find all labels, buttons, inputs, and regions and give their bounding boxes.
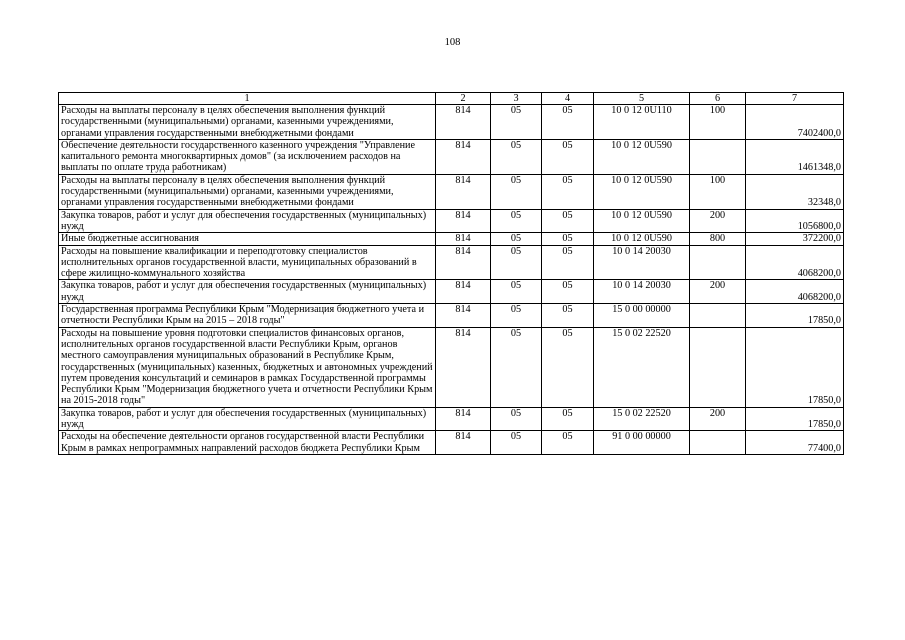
cell-target-article: 10 0 12 0U590 [594, 233, 690, 245]
cell-description: Закупка товаров, работ и услуг для обеспечения государственных (муниципальных) нужд [59, 280, 436, 304]
cell-amount: 77400,0 [746, 431, 844, 455]
cell-subsection-code: 05 [542, 327, 594, 407]
cell-section-code: 05 [491, 431, 542, 455]
cell-target-article: 91 0 00 00000 [594, 431, 690, 455]
table-row [59, 327, 844, 407]
header-cell-target-article: 5 [594, 93, 690, 105]
table-row [59, 245, 844, 280]
cell-ministry-code: 814 [436, 105, 491, 140]
cell-amount: 17850,0 [746, 407, 844, 431]
cell-expense-type: 100 [690, 174, 746, 209]
table-row [59, 280, 844, 304]
cell-target-article: 10 0 12 0U590 [594, 174, 690, 209]
cell-subsection-code: 05 [542, 245, 594, 280]
cell-expense-type: 100 [690, 105, 746, 140]
header-cell-description: 1 [59, 93, 436, 105]
cell-expense-type: 200 [690, 280, 746, 304]
cell-section-code: 05 [491, 174, 542, 209]
cell-ministry-code: 814 [436, 280, 491, 304]
cell-amount: 32348,0 [746, 174, 844, 209]
cell-expense-type [690, 139, 746, 174]
table-row [59, 105, 844, 140]
cell-amount: 4068200,0 [746, 245, 844, 280]
cell-section-code: 05 [491, 280, 542, 304]
cell-amount: 7402400,0 [746, 105, 844, 140]
cell-description: Расходы на повышение квалификации и переподготовку специалистов исполнительных органов государственной власти, муниципальных образований в сфере жилищно-коммунального хозяйства [59, 245, 436, 280]
header-cell-section-code: 3 [491, 93, 542, 105]
cell-ministry-code: 814 [436, 245, 491, 280]
table-row [59, 209, 844, 233]
cell-subsection-code: 05 [542, 304, 594, 328]
cell-description: Расходы на выплаты персоналу в целях обеспечения выполнения функций государственными (муниципальными) органами, казенными учреждениями, органами управления государственными внебюджетными фондами [59, 105, 436, 140]
table-row [59, 431, 844, 455]
cell-subsection-code: 05 [542, 431, 594, 455]
cell-description: Государственная программа Республики Крым "Модернизация бюджетного учета и отчетности Республики Крым на 2015 – 2018 годы" [59, 304, 436, 328]
header-cell-ministry-code: 2 [436, 93, 491, 105]
cell-amount: 1056800,0 [746, 209, 844, 233]
cell-ministry-code: 814 [436, 431, 491, 455]
cell-description: Обеспечение деятельности государственного казенного учреждения "Управление капитального ремонта многоквартирных домов" (за исключением расходов на выплаты по оплате труда работникам) [59, 139, 436, 174]
table-row [59, 233, 844, 245]
cell-section-code: 05 [491, 407, 542, 431]
cell-subsection-code: 05 [542, 233, 594, 245]
cell-section-code: 05 [491, 139, 542, 174]
cell-description: Иные бюджетные ассигнования [59, 233, 436, 245]
cell-expense-type [690, 304, 746, 328]
cell-target-article: 10 0 14 20030 [594, 245, 690, 280]
cell-subsection-code: 05 [542, 407, 594, 431]
budget-table [58, 92, 844, 455]
cell-ministry-code: 814 [436, 174, 491, 209]
cell-subsection-code: 05 [542, 280, 594, 304]
cell-ministry-code: 814 [436, 407, 491, 431]
cell-expense-type: 200 [690, 407, 746, 431]
cell-amount: 372200,0 [746, 233, 844, 245]
cell-target-article: 10 0 12 0U110 [594, 105, 690, 140]
page-number: 108 [444, 37, 461, 48]
cell-ministry-code: 814 [436, 304, 491, 328]
cell-target-article: 15 0 02 22520 [594, 327, 690, 407]
cell-description: Закупка товаров, работ и услуг для обеспечения государственных (муниципальных) нужд [59, 209, 436, 233]
cell-section-code: 05 [491, 233, 542, 245]
cell-expense-type [690, 327, 746, 407]
cell-target-article: 15 0 00 00000 [594, 304, 690, 328]
cell-expense-type [690, 431, 746, 455]
cell-ministry-code: 814 [436, 209, 491, 233]
header-cell-amount: 7 [746, 93, 844, 105]
cell-target-article: 10 0 12 0U590 [594, 209, 690, 233]
cell-subsection-code: 05 [542, 139, 594, 174]
cell-description: Расходы на выплаты персоналу в целях обеспечения выполнения функций государственными (муниципальными) органами, казенными учреждениями, органами управления государственными внебюджетными фондами [59, 174, 436, 209]
table-row [59, 139, 844, 174]
cell-section-code: 05 [491, 245, 542, 280]
cell-expense-type: 200 [690, 209, 746, 233]
cell-section-code: 05 [491, 304, 542, 328]
header-cell-subsection-code: 4 [542, 93, 594, 105]
cell-description: Закупка товаров, работ и услуг для обеспечения государственных (муниципальных) нужд [59, 407, 436, 431]
cell-expense-type [690, 245, 746, 280]
cell-amount: 17850,0 [746, 304, 844, 328]
cell-ministry-code: 814 [436, 139, 491, 174]
cell-amount: 4068200,0 [746, 280, 844, 304]
table-row [59, 407, 844, 431]
cell-amount: 1461348,0 [746, 139, 844, 174]
cell-description: Расходы на обеспечение деятельности органов государственной власти Республики Крым в рамках непрограммных направлений расходов бюджета Республики Крым [59, 431, 436, 455]
header-row [59, 93, 844, 105]
cell-target-article: 10 0 14 20030 [594, 280, 690, 304]
cell-ministry-code: 814 [436, 233, 491, 245]
cell-ministry-code: 814 [436, 327, 491, 407]
cell-amount: 17850,0 [746, 327, 844, 407]
cell-section-code: 05 [491, 209, 542, 233]
cell-subsection-code: 05 [542, 174, 594, 209]
header-cell-expense-type: 6 [690, 93, 746, 105]
cell-target-article: 10 0 12 0U590 [594, 139, 690, 174]
cell-subsection-code: 05 [542, 209, 594, 233]
cell-section-code: 05 [491, 327, 542, 407]
cell-description: Расходы на повышение уровня подготовки специалистов финансовых органов, исполнительных органов государственной власти Республики Крым, органов местного самоуправления муниципальных образований в Республике Крым, государственных (муниципальных) казенных, бюджетных и автономных учреждений путем проведения консультаций и семинаров в рамках Государственной программы Республики Крым "Модернизация бюджетного учета и отчетности Республики Крым на 2015-2018 годы" [59, 327, 436, 407]
cell-subsection-code: 05 [542, 105, 594, 140]
cell-expense-type: 800 [690, 233, 746, 245]
cell-section-code: 05 [491, 105, 542, 140]
table-row [59, 174, 844, 209]
table-row [59, 304, 844, 328]
cell-target-article: 15 0 02 22520 [594, 407, 690, 431]
